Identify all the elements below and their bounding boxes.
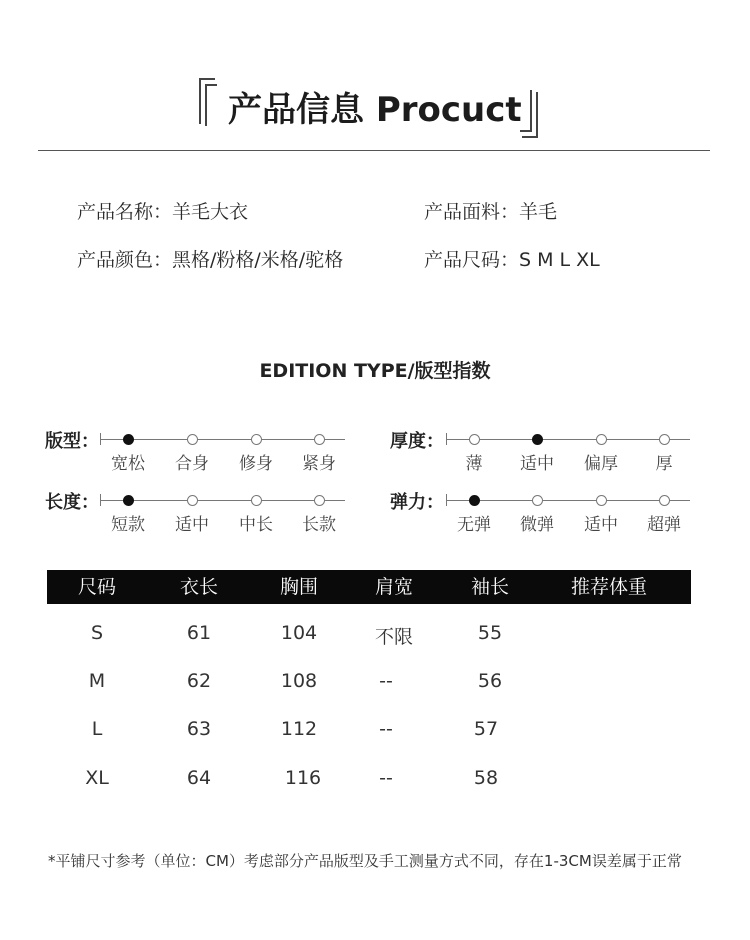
index-marker <box>187 434 198 445</box>
index-marker <box>596 434 607 445</box>
table-header-cell: 推荐体重 <box>570 576 647 598</box>
index-marker <box>596 495 607 506</box>
table-cell: 61 <box>186 622 212 644</box>
table-cell: 56 <box>477 670 503 692</box>
index-option-label: 适中 <box>584 515 618 535</box>
index-option-label: 修身 <box>239 454 273 474</box>
table-cell: 108 <box>280 670 318 692</box>
table-header-cell: 衣长 <box>179 576 218 598</box>
index-scale-track <box>446 439 690 440</box>
index-marker-selected <box>123 434 134 445</box>
index-option-label: 合身 <box>175 454 209 474</box>
table-cell: L <box>91 718 103 740</box>
title-divider <box>38 150 710 151</box>
info-fabric: 产品面料：羊毛 <box>424 201 558 223</box>
table-cell: 104 <box>280 622 318 644</box>
info-size: 产品尺码：S M L XL <box>424 249 600 271</box>
index-option-label: 适中 <box>175 515 209 535</box>
index-marker <box>469 434 480 445</box>
table-cell: 62 <box>186 670 212 692</box>
table-cell: 116 <box>284 767 322 789</box>
info-name: 产品名称：羊毛大衣 <box>77 201 249 223</box>
measurement-note: *平铺尺寸参考（单位：CM）考虑部分产品版型及手工测量方式不同，存在1-3CM误差属于正常 <box>48 852 682 870</box>
index-scale-track <box>446 500 690 501</box>
table-cell: 64 <box>186 767 212 789</box>
size-table-header <box>47 570 691 604</box>
index-marker-selected <box>123 495 134 506</box>
index-option-label: 紧身 <box>302 454 336 474</box>
table-cell: XL <box>85 767 109 789</box>
page-title: 产品信息 Procuct <box>228 90 522 130</box>
index-label: 版型： <box>45 431 99 452</box>
table-cell: 57 <box>473 718 499 740</box>
table-header-cell: 胸围 <box>279 576 318 598</box>
index-option-label: 长款 <box>302 515 336 535</box>
index-option-label: 宽松 <box>111 454 145 474</box>
edition-title: EDITION TYPE/版型指数 <box>259 360 491 382</box>
index-option-label: 中长 <box>239 515 273 535</box>
index-label: 弹力： <box>390 492 444 513</box>
index-option-label: 适中 <box>520 454 554 474</box>
table-cell: S <box>90 622 104 644</box>
index-marker-selected <box>469 495 480 506</box>
title-bracket-left <box>199 78 215 124</box>
table-header-cell: 袖长 <box>470 576 509 598</box>
index-label: 长度： <box>45 492 99 513</box>
index-marker <box>314 495 325 506</box>
index-option-label: 短款 <box>111 515 145 535</box>
index-marker <box>251 434 262 445</box>
index-scale-track <box>100 439 345 440</box>
index-option-label: 微弹 <box>520 515 554 535</box>
index-marker-selected <box>532 434 543 445</box>
title-bracket-right <box>522 92 538 138</box>
table-cell: -- <box>379 670 393 692</box>
table-cell: 58 <box>473 767 499 789</box>
table-header-cell: 尺码 <box>77 576 116 598</box>
index-marker <box>314 434 325 445</box>
table-cell: 112 <box>280 718 318 740</box>
table-cell: 55 <box>477 622 503 644</box>
index-marker <box>251 495 262 506</box>
index-option-label: 厚 <box>655 454 673 474</box>
index-option-label: 偏厚 <box>584 454 618 474</box>
table-cell: -- <box>379 718 393 740</box>
table-cell: M <box>88 670 106 692</box>
index-marker <box>659 434 670 445</box>
table-header-cell: 肩宽 <box>374 576 413 598</box>
table-cell: 63 <box>186 718 212 740</box>
index-marker <box>659 495 670 506</box>
table-cell: 不限 <box>374 626 413 648</box>
index-label: 厚度： <box>390 431 444 452</box>
index-option-label: 无弹 <box>457 515 491 535</box>
index-marker <box>532 495 543 506</box>
table-cell: -- <box>379 767 393 789</box>
info-color: 产品颜色：黑格/粉格/米格/驼格 <box>77 249 344 271</box>
index-scale-track <box>100 500 345 501</box>
index-option-label: 超弹 <box>647 515 681 535</box>
index-option-label: 薄 <box>465 454 483 474</box>
index-marker <box>187 495 198 506</box>
